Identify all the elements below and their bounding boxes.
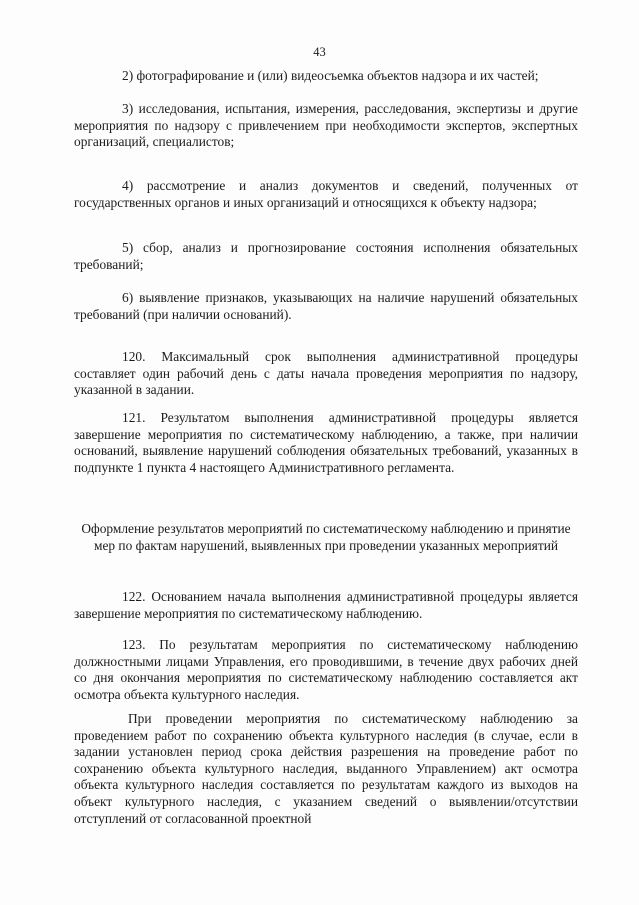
paragraph-continuation [74, 711, 578, 827]
list-item-text: 5) сбор, анализ и прогнозирование состояния исполнения обязательных требований; [74, 240, 578, 272]
page-number: 43 [313, 45, 326, 59]
list-item-6 [74, 290, 578, 323]
list-item-3 [74, 101, 578, 151]
list-item-text: 2) фотографирование и (или) видеосъемка объектов надзора и их частей; [122, 68, 539, 83]
list-item-text: 3) исследования, испытания, измерения, расследования, экспертизы и другие мероприятия по надзору с привлечением при необходимости экспертов, экспертных организаций, специалистов; [74, 101, 578, 150]
paragraph-122 [74, 589, 578, 622]
paragraph-text: 122. Основанием начала выполнения административной процедуры является завершение мероприятия по систематическому наблюдению. [74, 589, 578, 621]
section-heading: Оформление результатов мероприятий по систематическому наблюдению и принятие мер по фактам нарушений, выявленных при проведении указанных мероприятий [81, 521, 571, 553]
list-item-5 [74, 240, 578, 273]
list-item-text: 4) рассмотрение и анализ документов и сведений, полученных от государственных органов и иных организаций и относящихся к объекту надзора; [74, 178, 578, 210]
paragraph-text: 120. Максимальный срок выполнения административной процедуры составляет один рабочий день с даты начала проведения мероприятия по надзору, указанной в задании. [74, 349, 578, 398]
paragraph-text: 121. Результатом выполнения административной процедуры является завершение мероприятия по систематическому наблюдению, а также, при наличии оснований, выявление нарушений соблюдения обязательных требований, указанных в подпункте 1 пункта 4 настоящего Административного регламента. [74, 410, 578, 475]
paragraph-text: 123. По результатам мероприятия по систематическому наблюдению должностными лицами Управления, его проводившими, в течение двух рабочих дней со дня окончания мероприятия по систематическому наблюдению составляется акт осмотра объекта культурного наследия. [74, 637, 578, 702]
paragraph-text: При проведении мероприятия по систематическому наблюдению за проведением работ по сохранению объекта культурного наследия (в случае, если в задании установлен период срока действия разрешения на проведение работ по сохранению объекта культурного наследия, выданного Управлением) акт осмотра объекта культурного наследия составляется по результатам каждого из выходов на объект культурного наследия, с указанием сведений о выявлении/отсутствии отступлений от согласованной проектной [74, 711, 578, 826]
list-item-2 [74, 68, 578, 85]
paragraph-120 [74, 349, 578, 399]
list-item-4 [74, 178, 578, 211]
paragraph-121 [74, 410, 578, 476]
paragraph-123 [74, 637, 578, 703]
list-item-text: 6) выявление признаков, указывающих на наличие нарушений обязательных требований (при наличии оснований). [74, 290, 578, 322]
